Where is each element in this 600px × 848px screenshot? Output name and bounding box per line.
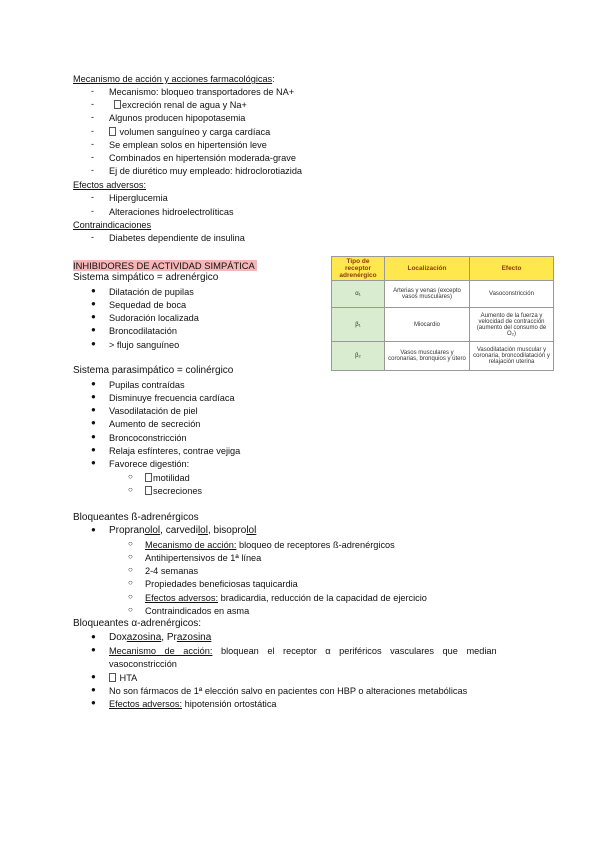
- list-item: Sudoración localizada: [109, 313, 199, 323]
- list-item: Efectos adversos: bradicardia, reducción de la capacidad de ejercicio: [145, 593, 427, 603]
- list-item: 2-4 semanas: [145, 566, 199, 576]
- list-item: Contraindicados en asma: [145, 606, 250, 616]
- simpatico-heading: Sistema simpático = adrenérgico: [73, 272, 219, 283]
- down-arrow-icon: [109, 127, 116, 136]
- list-item: Vasodilatación de piel: [109, 406, 198, 416]
- contra-heading: Contraindicaciones: [73, 220, 152, 230]
- receptor-table: [331, 256, 554, 371]
- alpha-heading: Bloqueantes α-adrenérgicos:: [73, 618, 202, 629]
- list-item: Mecanismo de acción: bloquean el receptor α periféricos vasculares que median: [109, 646, 497, 656]
- list-item: Broncoconstricción: [109, 433, 187, 443]
- list-item: secreciones: [145, 485, 202, 497]
- list-item: > flujo sanguíneo: [109, 340, 180, 350]
- list-item: Aumento de secreción: [109, 419, 201, 429]
- list-item: Antihipertensivos de 1ª línea: [145, 553, 262, 563]
- table-row: β₁ Miocardio Aumento de la fuerza y velocidad de contracción (aumento del consumo de O₂): [332, 308, 554, 342]
- list-item: Combinados en hipertensión moderada-grave: [109, 153, 296, 163]
- list-item: Efectos adversos: hipotensión ortostática: [109, 699, 277, 709]
- down-arrow-icon: [145, 473, 152, 482]
- effects-heading: Efectos adversos:: [73, 180, 147, 190]
- section-title-inhibidores: INHIBIDORES DE ACTIVIDAD SIMPÁTICA: [73, 260, 255, 271]
- list-item: Propiedades beneficiosas taquicardia: [145, 579, 298, 589]
- table-row: β₂ Vasos musculares y coronarias, bronquios y útero Vasodilatación muscular y coronaria, broncodilatación y relajación uterina: [332, 342, 554, 371]
- beta-drugs: Propranolol, carvedilol, bisoprolol: [109, 525, 257, 536]
- para-heading: Sistema parasimpático = colinérgico: [73, 365, 234, 376]
- table-header: Localización: [385, 257, 470, 281]
- list-item: excreción renal de agua y Na+: [114, 99, 247, 111]
- table-row: α₁ Arterias y venas (excepto vasos musculares) Vasoconstricción: [332, 281, 554, 308]
- down-arrow-icon: [145, 486, 152, 495]
- list-item: Diabetes dependiente de insulina: [109, 233, 245, 243]
- list-item: Pupilas contraídas: [109, 380, 185, 390]
- list-item: Mecanismo de acción: bloqueo de receptores ß-adrenérgicos: [145, 540, 395, 550]
- list-item: Disminuye frecuencia cardíaca: [109, 393, 235, 403]
- list-item: Algunos producen hipopotasemia: [109, 113, 246, 123]
- list-item: HTA: [109, 672, 137, 684]
- list-item: Ej de diurético muy empleado: hidroclorotiazida: [109, 166, 303, 176]
- beta-heading: Bloqueantes ß-adrenérgicos: [73, 512, 199, 523]
- table-header: Tipo de receptor adrenérgico: [332, 257, 385, 281]
- list-item: Hiperglucemia: [109, 193, 168, 203]
- list-item: Broncodilatación: [109, 326, 177, 336]
- list-item: Relaja esfínteres, contrae vejiga: [109, 446, 241, 456]
- list-item: volumen sanguíneo y carga cardíaca: [109, 126, 270, 138]
- list-item-continuation: vasoconstricción: [109, 659, 177, 669]
- down-arrow-icon: [109, 673, 116, 682]
- list-item: Favorece digestión:: [109, 459, 190, 469]
- alpha-drugs: Doxazosina, Prazosina: [109, 632, 212, 643]
- list-item: Dilatación de pupilas: [109, 287, 194, 297]
- list-item: No son fármacos de 1ª elección salvo en pacientes con HBP o alteraciones metabólicas: [109, 686, 468, 696]
- list-item: Sequedad de boca: [109, 300, 187, 310]
- down-arrow-icon: [114, 100, 121, 109]
- list-item: Se emplean solos en hipertensión leve: [109, 140, 267, 150]
- list-item: Alteraciones hidroelectrolíticas: [109, 207, 234, 217]
- table-header: Efecto: [470, 257, 554, 281]
- section-heading-mecanismo: Mecanismo de acción y acciones farmacológicas:: [73, 74, 275, 84]
- list-item: motilidad: [145, 472, 190, 484]
- list-item: Mecanismo: bloqueo transportadores de NA+: [109, 87, 295, 97]
